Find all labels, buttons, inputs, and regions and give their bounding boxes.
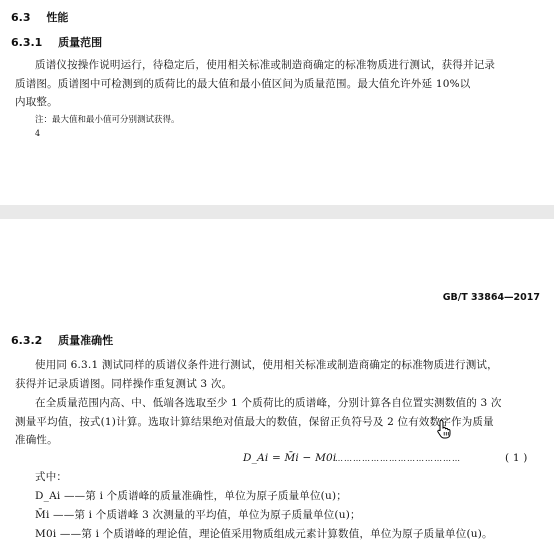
- subsection-number: 6.3.1: [11, 36, 43, 49]
- section-title: 性能: [46, 11, 69, 24]
- formula: D_Ai = M̄i − M0i: [243, 452, 337, 464]
- definition-line: M0i ——第 i 个质谱峰的理论值，理论值采用物质组成元素计算数值，单位为原子质量单位(u)。: [35, 528, 493, 540]
- para-line: 质谱仪按操作说明运行，待稳定后，使用相关标准或制造商确定的标准物质进行测试，获得并记录: [35, 59, 496, 71]
- definition-line: D_Ai ——第 i 个质谱峰的质量准确性，单位为原子质量单位(u)；: [35, 490, 347, 502]
- para-line: 准确性。: [15, 434, 58, 446]
- subsection-6-3-2-heading: [11, 332, 113, 348]
- para-line: 使用同 6.3.1 测试同样的质谱仪条件进行测试，使用相关标准或制造商确定的标准物质进行测试，: [35, 359, 498, 371]
- subsection-number: 6.3.2: [11, 334, 43, 347]
- subsection-title: 质量准确性: [58, 334, 114, 347]
- where-label: 式中：: [35, 471, 68, 483]
- subsection-6-3-1-heading: [11, 34, 102, 50]
- page-separator: [0, 205, 554, 219]
- para-line: 获得并记录质谱图。同样操作重复测试 3 次。: [15, 378, 233, 390]
- subsection-title: 质量范围: [58, 36, 103, 49]
- para-line: 在全质量范围内高、中、低端各选取至少 1 个质荷比的质谱峰，分别计算各自位置实测数值的 3 次: [35, 397, 502, 409]
- page-number: 4: [35, 129, 41, 138]
- definition-line: M̄i ——第 i 个质谱峰 3 次测量的平均值，单位为原子质量单位(u)；: [35, 509, 361, 521]
- standard-header: GB/T 33864—2017: [442, 292, 540, 303]
- formula-dots: ……………………………………: [335, 454, 461, 463]
- section-number: 6.3: [11, 11, 31, 24]
- para-line: 质谱图。质谱图中可检测到的质荷比的最大值和最小值区间为质量范围。最大值允许外延 10%以: [15, 78, 471, 90]
- para-line: 内取整。: [15, 96, 58, 108]
- hand-pointer-icon: [436, 419, 452, 439]
- para-line: 测量平均值，按式(1)计算。选取计算结果绝对值最大的数值，保留正负符号及 2 位有效数字作为质量: [15, 416, 494, 428]
- note-text: 注：最大值和最小值可分别测试获得。: [35, 115, 180, 125]
- section-6-3-heading: [11, 9, 68, 25]
- formula-number: ( 1 ): [505, 452, 528, 464]
